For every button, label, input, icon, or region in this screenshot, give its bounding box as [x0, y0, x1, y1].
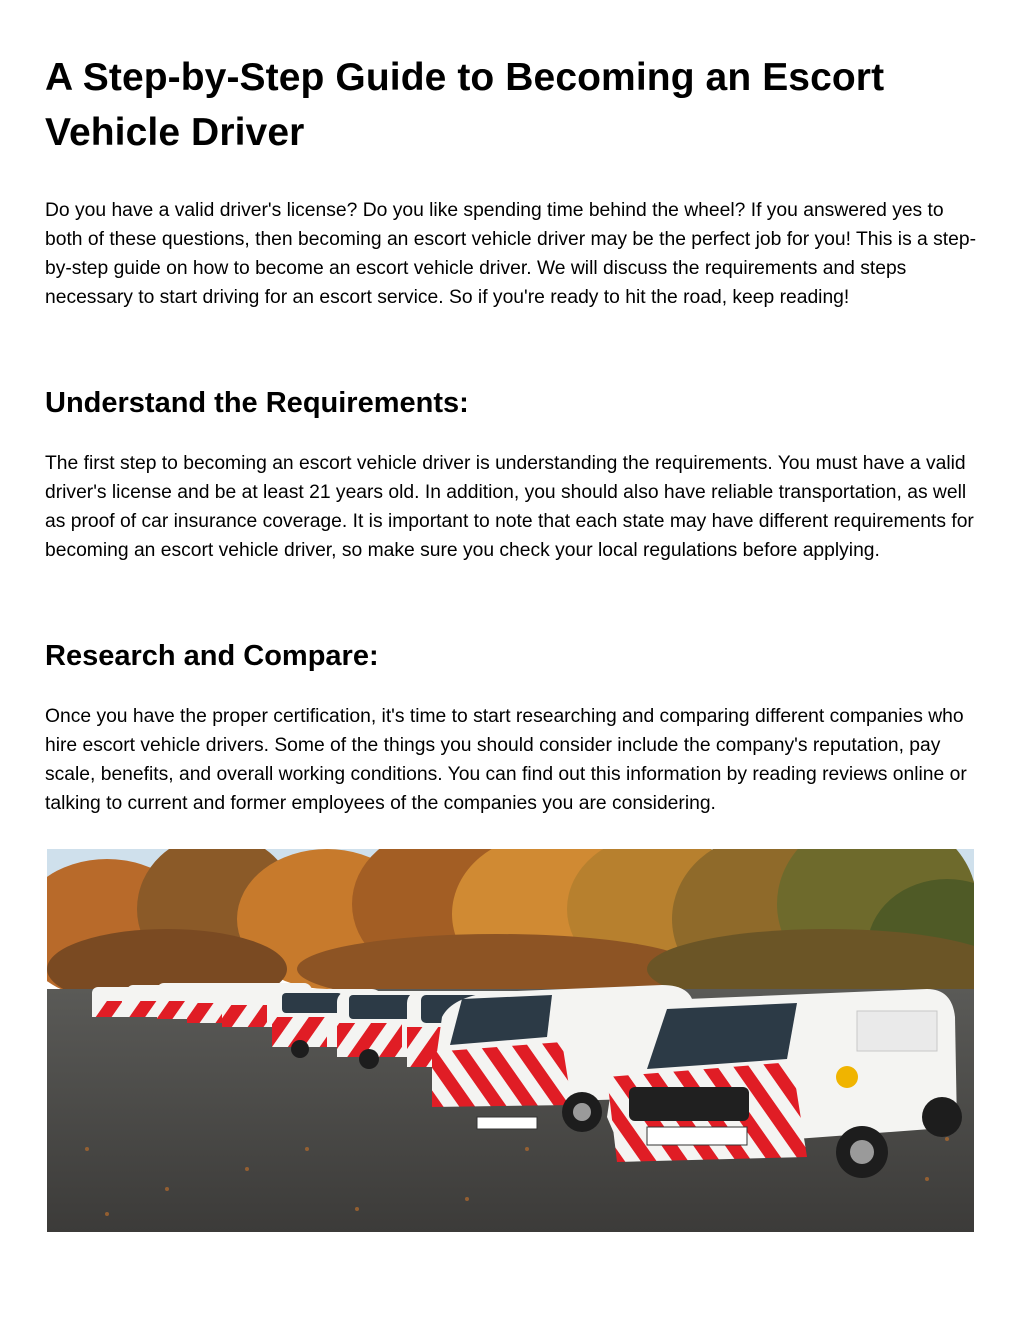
intro-paragraph: Do you have a valid driver's license? Do you like spending time behind the wheel? If you answered yes to both of these questions, then becoming an escort vehicle driver may be the perfect job for you! This is a step-by-step guide on how to become an escort vehicle driver. We will discuss the requirements and steps necessary to start driving for an escort service. So if you're ready to hit the road, keep reading! — [45, 200, 977, 308]
section-heading-requirements: Understand the Requirements: — [45, 387, 469, 419]
section-heading-research: Research and Compare: — [45, 640, 379, 672]
section-body-requirements: The first step to becoming an escort vehicle driver is understanding the requirements. You must have a valid driver's license and be at least 21 years old. In addition, you should also have reliable transportation, as well as proof of car insurance coverage. It is important to note that each state may have different requirements for becoming an escort vehicle driver, so make sure you check your local regulations before applying. — [45, 453, 974, 561]
section-body-research: Once you have the proper certification, it's time to start researching and comparing different companies who hire escort vehicle drivers. Some of the things you should consider include the company's reputation, pay scale, benefits, and overall working conditions. You can find out this information by reading reviews online or talking to current and former employees of the companies you are considering. — [45, 706, 967, 814]
page-title: A Step-by-Step Guide to Becoming an Escort Vehicle Driver — [45, 56, 885, 154]
escort-vans-photo — [47, 849, 974, 1232]
